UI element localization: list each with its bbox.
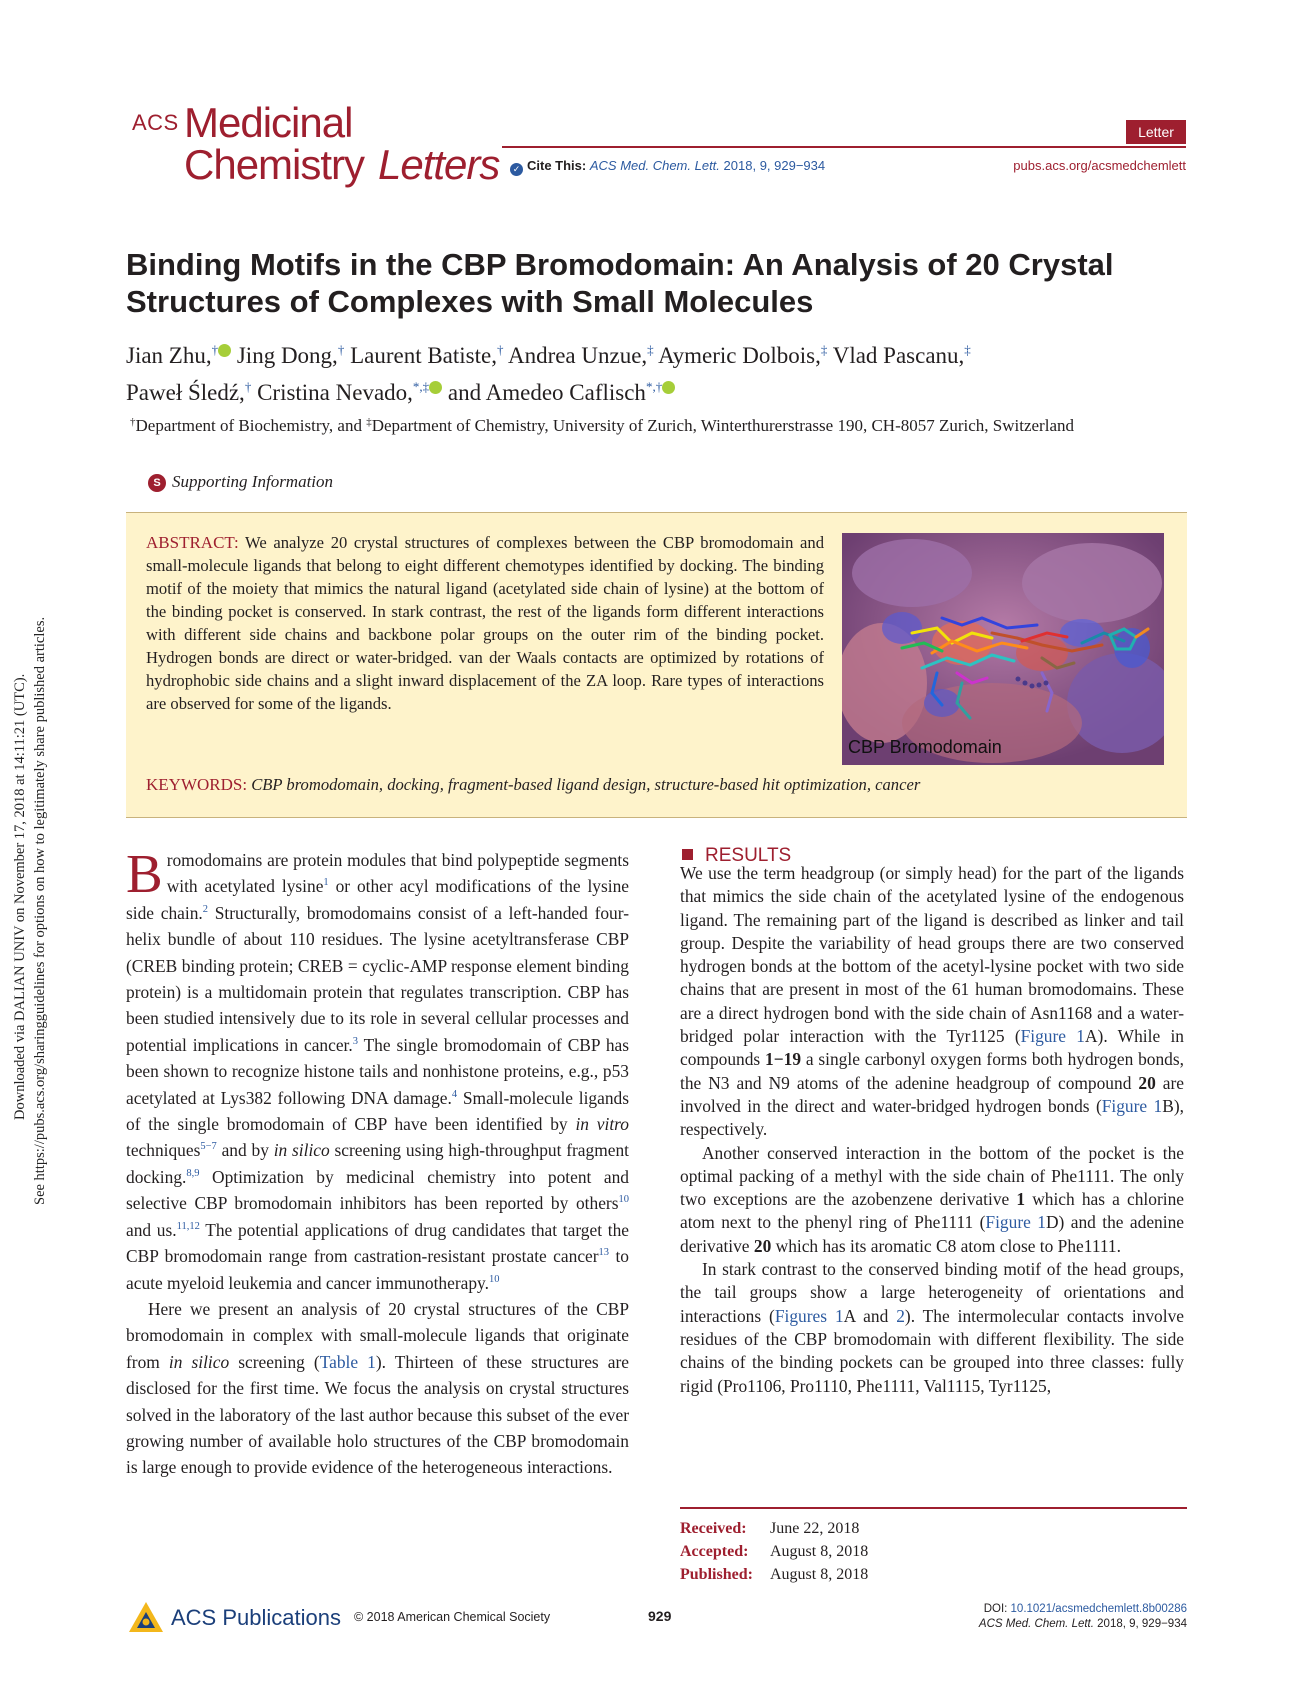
reference-citation[interactable]: 10: [488, 1273, 500, 1285]
results-paragraph-3: [680, 1258, 1184, 1398]
results-paragraph-2-text: Another conserved interaction in the bottom of the pocket is the optimal packing of a methyl with the side chain of Phe1111. The only two exceptions are the azobenzene derivative 1 which has a chlorine atom next to the phenyl ring of Phe1111 (Figure 1D) and the adenine derivative 20 which has its aromatic C8 atom close to Phe1111.: [680, 1142, 1184, 1256]
body-column-left: [126, 843, 630, 1481]
date-received: [680, 1517, 868, 1540]
abstract-body: We analyze 20 crystal structures of complexes between the CBP bromodomain and small-molecule ligands that belong to eight different chemotypes identified by docking. The binding motif of the moiety that mimics the natural ligand (acetylated side chain of lysine) at the bottom of the binding pocket is conserved. In stark contrast, the rest of the ligands form different interactions with different side chains and backbone polar groups on the outer rim of the binding pocket. Hydrogen bonds are direct or water-bridged. van der Waals contacts are optimized by rotations of hydrophobic side chains and a slight inward displacement of the ZA loop. Rare types of interactions are observed for some of the ligands.: [146, 533, 824, 713]
author-name[interactable]: Cristina Nevado,*,‡: [257, 380, 442, 405]
figure-table-link[interactable]: Figure 1: [1020, 1026, 1085, 1047]
citation-volume-pages: 2018, 9, 929−934: [1093, 1618, 1187, 1630]
figure-table-link[interactable]: Figure 1: [985, 1212, 1046, 1233]
reference-citation[interactable]: 8,9: [186, 1167, 200, 1179]
date-published-value: August 8, 2018: [770, 1566, 869, 1583]
keywords-list: CBP bromodomain, docking, fragment-based ligand design, structure-based hit optimization, cancer: [251, 775, 921, 794]
date-published: [680, 1563, 868, 1586]
figure-table-link[interactable]: 2: [896, 1305, 905, 1326]
date-received-value: June 22, 2018: [770, 1520, 860, 1537]
toc-graphic: [842, 533, 1164, 765]
intro-paragraph-1: [126, 843, 630, 1296]
abstract-text: [146, 531, 824, 715]
double-dagger-mark: ‡: [366, 416, 372, 428]
author-name[interactable]: Laurent Batiste,†: [350, 342, 504, 368]
results-paragraph-1: [680, 862, 1184, 1142]
cite-label: Cite This:: [527, 158, 587, 173]
publisher-name[interactable]: ACS Publications: [171, 1605, 341, 1630]
orcid-icon[interactable]: [218, 344, 231, 357]
reference-citation[interactable]: 3: [352, 1035, 358, 1047]
section-square-icon: [682, 849, 693, 860]
author-name[interactable]: Jing Dong,†: [236, 342, 345, 368]
supporting-info-label: Supporting Information: [172, 472, 334, 491]
body-column-right: [680, 862, 1184, 1398]
date-accepted: [680, 1540, 868, 1563]
doi-block: [979, 1602, 1187, 1632]
affiliation-dept-2: Department of Chemistry, University of Zurich, Winterthurerstrasse 190, CH-8057 Zurich, Switzerland: [371, 416, 1074, 435]
citation-journal: ACS Med. Chem. Lett.: [978, 1618, 1094, 1630]
journal-header: [126, 100, 1186, 200]
affiliation: [130, 411, 1180, 437]
keywords-heading: KEYWORDS:: [146, 775, 248, 794]
cite-volume-pages[interactable]: 2018, 9, 929−934: [723, 158, 826, 173]
drop-cap: B: [126, 843, 163, 904]
intro-paragraph-2-text: Here we present an analysis of 20 crystal structures of the CBP bromodomain in complex with small-molecule ligands that originate from in silico screening (Table 1). Thirteen of these structures are disclosed for the first time. We focus the analysis on crystal structures solved in the laboratory of the last author because this subset of the ever growing number of available holo structures of the CBP bromodomain is large enough to provide evidence of the heterogeneous interactions.: [126, 1298, 629, 1478]
logo-medicinal: Medicinal: [184, 99, 353, 146]
results-paragraph-1-text: We use the term headgroup (or simply head) for the part of the ligands that mimics the side chain of the acetylated lysine of the endogenous ligand. The remaining part of the ligand is described as linker and tail group. Despite the variability of head groups there are two conserved hydrogen bonds at the bottom of the acetyl-lysine pocket with two side chains that are present in most of the 61 human bromodomains. These are a direct hydrogen bond with the side chain of Asn1168 and a water-bridged polar interaction with the Tyr1125 (Figure 1A). While in compounds 1−19 a single carbonyl oxygen forms both hydrogen bonds, the N3 and N9 atoms of the adenine headgroup of compound 20 are involved in the direct and water-bridged hydrogen bonds (Figure 1B), respectively.: [680, 863, 1184, 1140]
author-line-1: [126, 334, 1186, 371]
orcid-icon[interactable]: [662, 381, 675, 394]
reference-citation[interactable]: 11,12: [176, 1220, 200, 1232]
check-circle-icon: ✓: [510, 163, 523, 176]
author-affiliation-mark: ‡: [964, 342, 971, 357]
logo-letters: Letters: [378, 141, 500, 188]
doi-prefix: DOI:: [983, 1603, 1011, 1615]
cite-journal[interactable]: ACS Med. Chem. Lett.: [589, 158, 720, 173]
intro-paragraph-1-text: romodomains are protein modules that bind polypeptide segments with acetylated lysine$^1$ or other acyl modifications of the lysine side chain.$^2$ Structurally, bromodomains consist of a left-handed four-helix bundle of about 110 residues. The lysine acetyltransferase CBP (CREB binding protein; CREB = cyclic-AMP response element binding protein) is a multidomain protein that regulates transcription. CBP has been studied intensively due to its role in several cellular processes and potential implications in cancer.$^3$ The single bromodomain of CBP has been shown to recognize histone tails and nonhistone proteins, e.g., p53 acetylated at Lys382 following DNA damage.$^4$ Small-molecule ligands of the single bromodomain of CBP have been identified by in vitro techniques$^{5-7}$ and by in silico screening using high-throughput fragment docking.$^{8,9}$ Optimization by medicinal chemistry into potent and selective CBP bromodomain inhibitors has been reported by others$^{10}$ and us.$^{11,12}$ The potential applications of drug candidates that target the CBP bromodomain range from castration-resistant prostate cancer$^{13}$ to acute myeloid leukemia and cancer immunotherapy.$^{10}$: [126, 850, 630, 1293]
page-number: 929: [648, 1608, 672, 1624]
author-affiliation-mark: †: [337, 342, 345, 357]
italic-text: in silico: [273, 1140, 330, 1161]
date-published-label: Published:: [680, 1566, 753, 1583]
doi-line: [979, 1602, 1187, 1617]
results-heading-text: RESULTS: [705, 845, 792, 866]
acs-publications-logo-icon[interactable]: [126, 1598, 166, 1638]
author-affiliation-mark: †: [211, 342, 219, 357]
reference-citation[interactable]: 10: [618, 1194, 629, 1206]
keywords: [146, 775, 1166, 795]
italic-text: in silico: [168, 1351, 230, 1372]
download-note: [12, 520, 48, 1205]
header-divider: [502, 146, 1186, 148]
date-received-label: Received:: [680, 1520, 747, 1537]
author-name[interactable]: Aymeric Dolbois,‡: [658, 342, 828, 368]
protein-surface-image: [842, 533, 1164, 765]
reference-citation[interactable]: 5−7: [200, 1141, 217, 1153]
cite-this[interactable]: [510, 158, 825, 176]
figure-table-link[interactable]: Table 1: [319, 1351, 376, 1372]
author-affiliation-mark: *,‡: [412, 379, 430, 394]
doi-link[interactable]: 10.1021/acsmedchemlett.8b00286: [1010, 1603, 1187, 1615]
author-affiliation-mark: †: [244, 379, 252, 394]
toc-graphic-label: CBP Bromodomain: [848, 737, 1002, 757]
compound-number: 1−19: [765, 1049, 802, 1070]
author-affiliation-mark: ‡: [820, 342, 828, 357]
compound-number: 20: [753, 1235, 772, 1256]
author-affiliation-mark: †: [496, 342, 504, 357]
dagger-mark: †: [130, 416, 136, 428]
journal-url[interactable]: pubs.acs.org/acsmedchemlett: [1013, 158, 1186, 173]
reference-citation[interactable]: 4: [451, 1088, 458, 1100]
logo-acs: ACS: [132, 110, 179, 135]
abstract-heading: ABSTRACT:: [146, 533, 239, 552]
publication-dates: [680, 1517, 868, 1586]
figure-table-link[interactable]: Figures 1: [774, 1305, 844, 1326]
figure-table-link[interactable]: Figure 1: [1101, 1095, 1163, 1116]
dates-divider: [680, 1507, 1187, 1509]
author-affiliation-mark: ‡: [647, 342, 654, 357]
article-title: Binding Motifs in the CBP Bromodomain: An Analysis of 20 Crystal Structures of Complexes with Small Molecules: [126, 247, 1114, 319]
author-name[interactable]: and Amedeo Caflisch*,†: [448, 380, 675, 405]
supporting-info-icon: S: [148, 474, 166, 492]
article-type-badge: Letter: [1126, 120, 1186, 144]
orcid-icon[interactable]: [429, 381, 442, 394]
page-footer: [126, 1598, 1187, 1642]
intro-paragraph-2: [126, 1296, 629, 1481]
reference-citation[interactable]: 13: [598, 1247, 610, 1259]
compound-number: 20: [1138, 1072, 1156, 1093]
copyright: © 2018 American Chemical Society: [354, 1610, 551, 1624]
author-name[interactable]: Andrea Unzue,‡: [507, 342, 654, 368]
download-note-line-1: Downloaded via DALIAN UNIV on November 17, 2018 at 14:11:21 (UTC).: [12, 673, 28, 1120]
author-name[interactable]: Vlad Pascanu,‡: [832, 342, 971, 368]
supporting-information-link[interactable]: [148, 472, 333, 492]
author-list: [126, 334, 1186, 408]
date-accepted-value: August 8, 2018: [770, 1543, 869, 1560]
reference-citation[interactable]: 2: [202, 903, 209, 915]
abstract-box: [126, 512, 1187, 818]
compound-number: 1: [1016, 1189, 1026, 1210]
results-paragraph-2: [680, 1142, 1184, 1258]
author-name[interactable]: Paweł Śledź,†: [126, 379, 252, 405]
author-affiliation-mark: *,†: [645, 379, 663, 394]
download-note-line-2: See https://pubs.acs.org/sharingguidelines for options on how to legitimately share published articles.: [32, 616, 48, 1205]
reference-citation[interactable]: 1: [323, 877, 329, 889]
affiliation-dept-1: Department of Biochemistry, and: [135, 416, 367, 435]
date-accepted-label: Accepted:: [680, 1543, 749, 1560]
logo-chemistry: Chemistry: [184, 141, 365, 188]
citation-line: [979, 1617, 1187, 1632]
italic-text: in vitro: [575, 1114, 630, 1135]
author-line-2: [126, 371, 1186, 408]
results-paragraph-3-text: In stark contrast to the conserved binding motif of the head groups, the tail groups show a large heterogeneity of orientations and interactions (Figures 1A and 2). The intermolecular contacts involve residues of the CBP bromodomain with different flexibility. The side chains of the binding pockets can be grouped into three classes: fully rigid (Pro1106, Pro1110, Phe1111, Val1115, Tyr1125,: [680, 1259, 1184, 1396]
author-name[interactable]: Jian Zhu,†: [126, 343, 231, 368]
